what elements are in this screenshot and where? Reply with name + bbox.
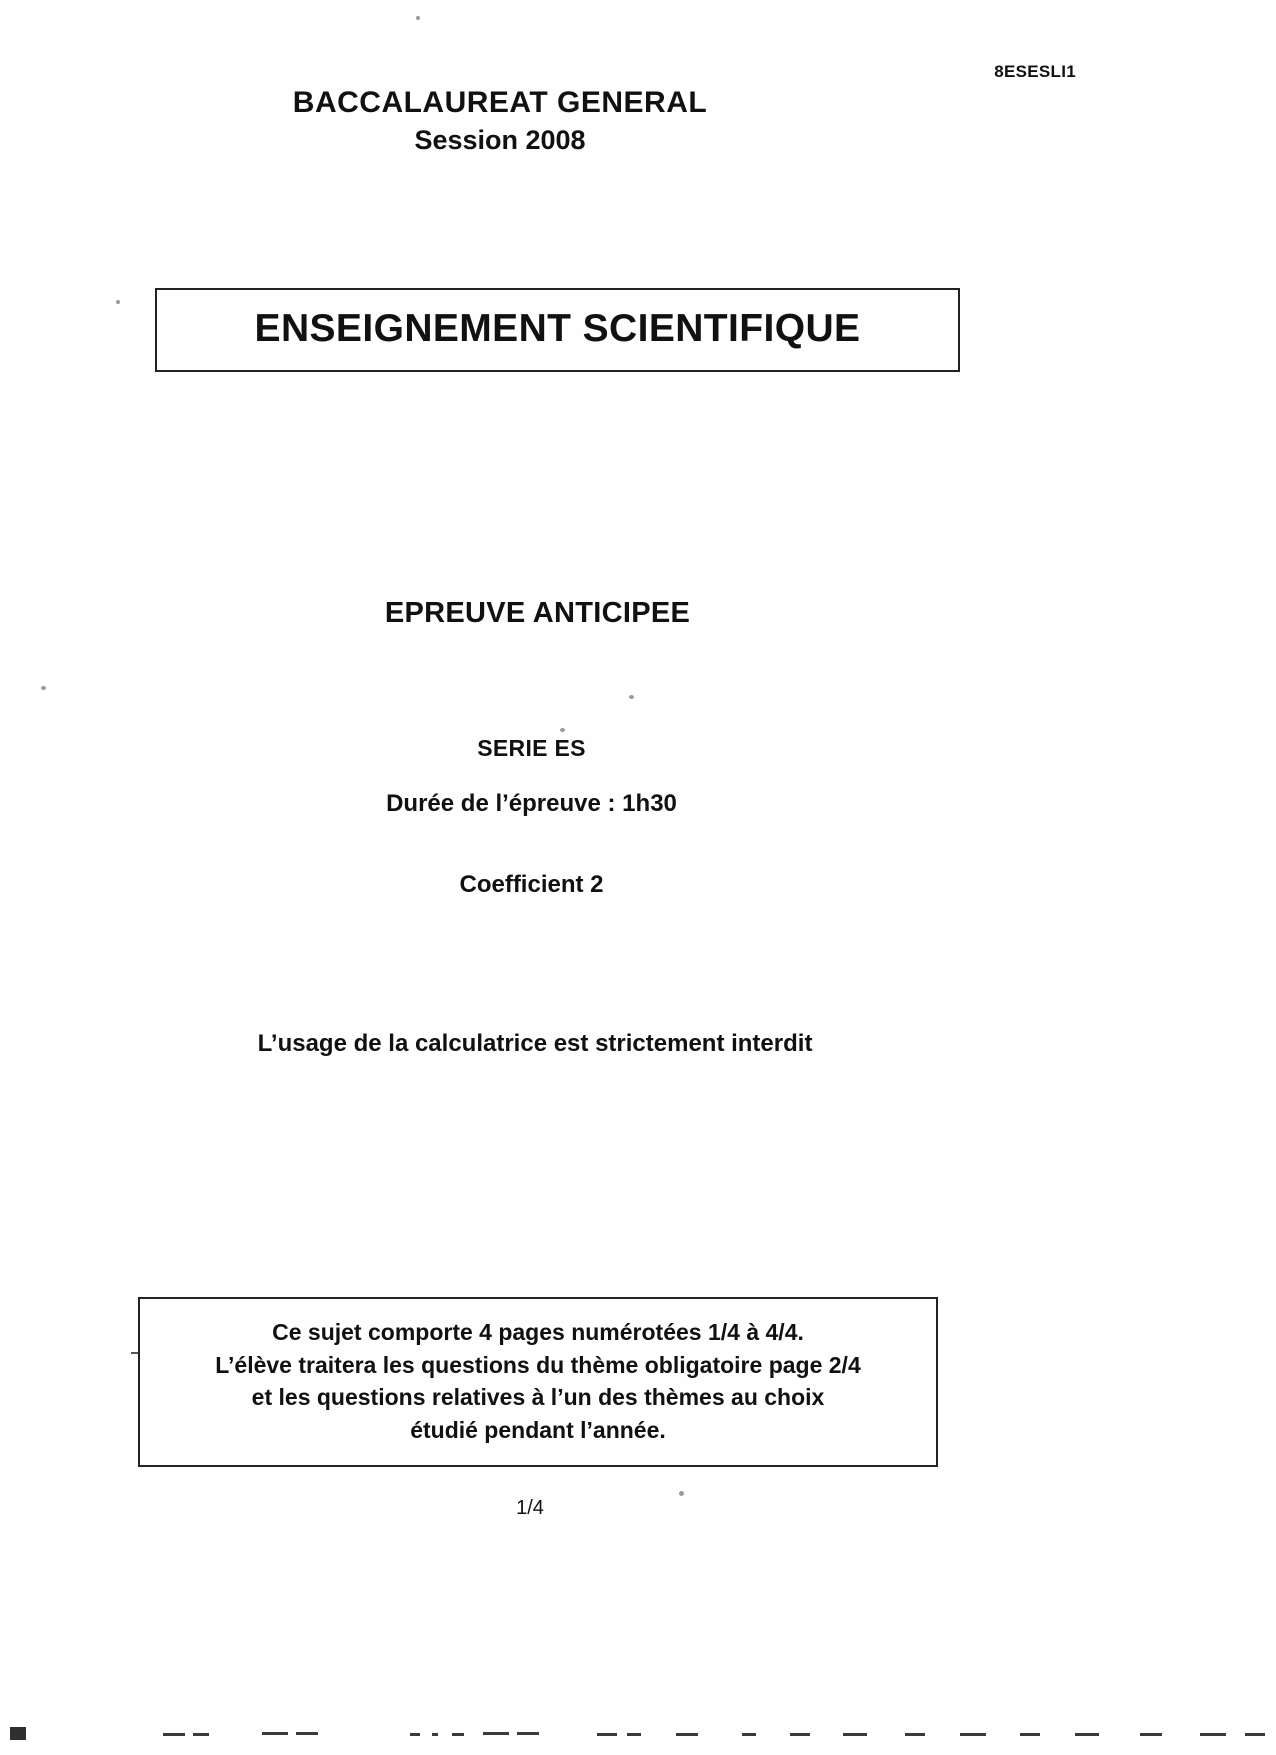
exam-duration: Durée de l’épreuve : 1h30 — [386, 790, 677, 817]
exam-serie: SERIE ES — [477, 735, 586, 761]
instructions-line-3: et les questions relatives à l’un des thèmes au choix — [251, 1384, 825, 1411]
exam-session: Session 2008 — [414, 124, 586, 155]
calculator-notice: L’usage de la calculatrice est strictement interdit — [257, 1030, 813, 1057]
scan-artifact-dot — [416, 16, 420, 20]
instructions-line-1: Ce sujet comporte 4 pages numérotées 1/4 à 4/4. — [272, 1319, 804, 1345]
scan-artifact-dot — [41, 686, 46, 690]
page-number: 1/4 — [516, 1497, 544, 1519]
instructions-line-2: L’élève traitera les questions du thème obligatoire page 2/4 — [215, 1351, 861, 1378]
subject-title: ENSEIGNEMENT SCIENTIFIQUE — [254, 307, 861, 350]
exam-type: EPREUVE ANTICIPEE — [384, 597, 691, 629]
scan-artifact-dot — [560, 728, 565, 732]
subject-code: 8ESESLI1 — [994, 62, 1076, 81]
scan-artifact-dot — [116, 300, 120, 304]
exam-coefficient: Coefficient 2 — [459, 871, 604, 898]
instructions-box — [138, 1297, 938, 1467]
document-header — [0, 84, 1000, 158]
scan-artifact-dot — [629, 695, 634, 699]
subject-title-box — [155, 288, 960, 372]
instructions-line-4: étudié pendant l’année. — [410, 1416, 666, 1443]
exam-name: BACCALAUREAT GENERAL — [292, 86, 708, 119]
scan-edge-artifacts — [0, 1727, 1276, 1741]
scan-artifact-dot — [679, 1491, 684, 1496]
